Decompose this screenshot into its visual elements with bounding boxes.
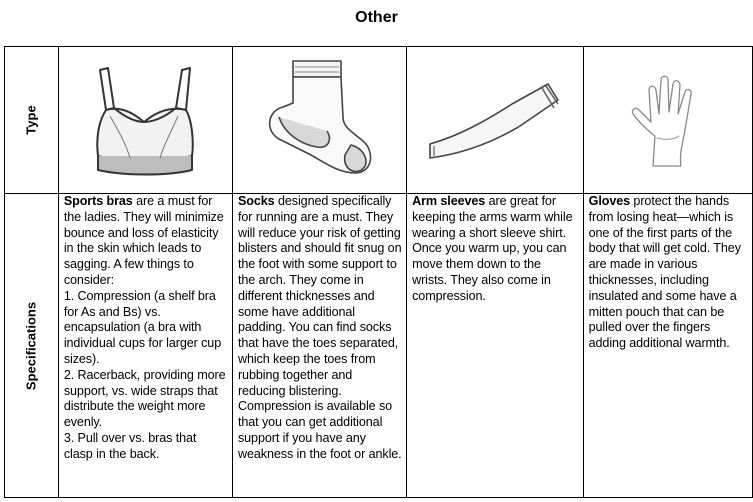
page-title: Other bbox=[355, 9, 398, 26]
sports-bra-list-item: 3. Pull over vs. bras that clasp in the back. bbox=[63, 430, 197, 461]
specifications-row-header bbox=[5, 194, 59, 498]
sock-icon bbox=[255, 55, 385, 185]
type-label: Type bbox=[23, 105, 39, 135]
arm-sleeve-icon bbox=[420, 70, 570, 170]
sports-bra-icon bbox=[80, 60, 210, 180]
glove-name: Gloves bbox=[588, 194, 631, 208]
arm-sleeve-spec bbox=[407, 194, 584, 498]
sports-bra-name: Sports bras bbox=[63, 194, 133, 208]
gear-table bbox=[4, 46, 753, 498]
sock-image-cell bbox=[232, 47, 406, 194]
arm-sleeve-description: are great for keeping the arms warm while wearing a short sleeve shirt. Once you warm up, you can move them down to the wrists. They also come in compression. bbox=[412, 194, 573, 303]
sports-bra-list-item: 1. Compression (a shelf bra for As and Bs) vs. encapsulation (a bra with individual cups for larger cup sizes). bbox=[63, 288, 222, 366]
specifications-label: Specifications bbox=[23, 301, 39, 390]
type-row bbox=[5, 47, 753, 194]
sock-spec bbox=[232, 194, 406, 498]
sock-description: designed specifically for running are a must. They will reduce your risk of getting blisters and should fit snug on the foot with some support to the arch. They come in different thicknesses and some have additional padding. You can find socks that have the toes separated, which keep the toes from rubbing together and reducing blistering. Compression is available so that you can get additional support if you have any weakness in the foot or ankle. bbox=[237, 194, 402, 461]
glove-icon bbox=[623, 70, 713, 170]
sports-bra-spec bbox=[58, 194, 232, 498]
glove-image-cell bbox=[583, 47, 752, 194]
sports-bra-description: are a must for the ladies. They will minimize bounce and loss of elasticity in the skin which leads to sagging. A few things to consider: bbox=[63, 194, 224, 287]
arm-sleeve-image-cell bbox=[407, 47, 584, 194]
glove-description: protect the hands from losing heat—which is one of the first parts of the body that will get cold. They are made in various thicknesses, including insulated and some have a mitten pouch that can be pulled over the fingers adding additional warmth. bbox=[588, 194, 741, 351]
sports-bra-list-item: 2. Racerback, providing more support, vs. wide straps that distribute the weight more evenly. bbox=[63, 367, 226, 430]
arm-sleeve-name: Arm sleeves bbox=[412, 194, 486, 208]
specifications-row bbox=[5, 194, 753, 498]
sports-bra-image-cell bbox=[58, 47, 232, 194]
sock-name: Socks bbox=[237, 194, 275, 208]
type-row-header bbox=[5, 47, 59, 194]
glove-spec bbox=[583, 194, 752, 498]
